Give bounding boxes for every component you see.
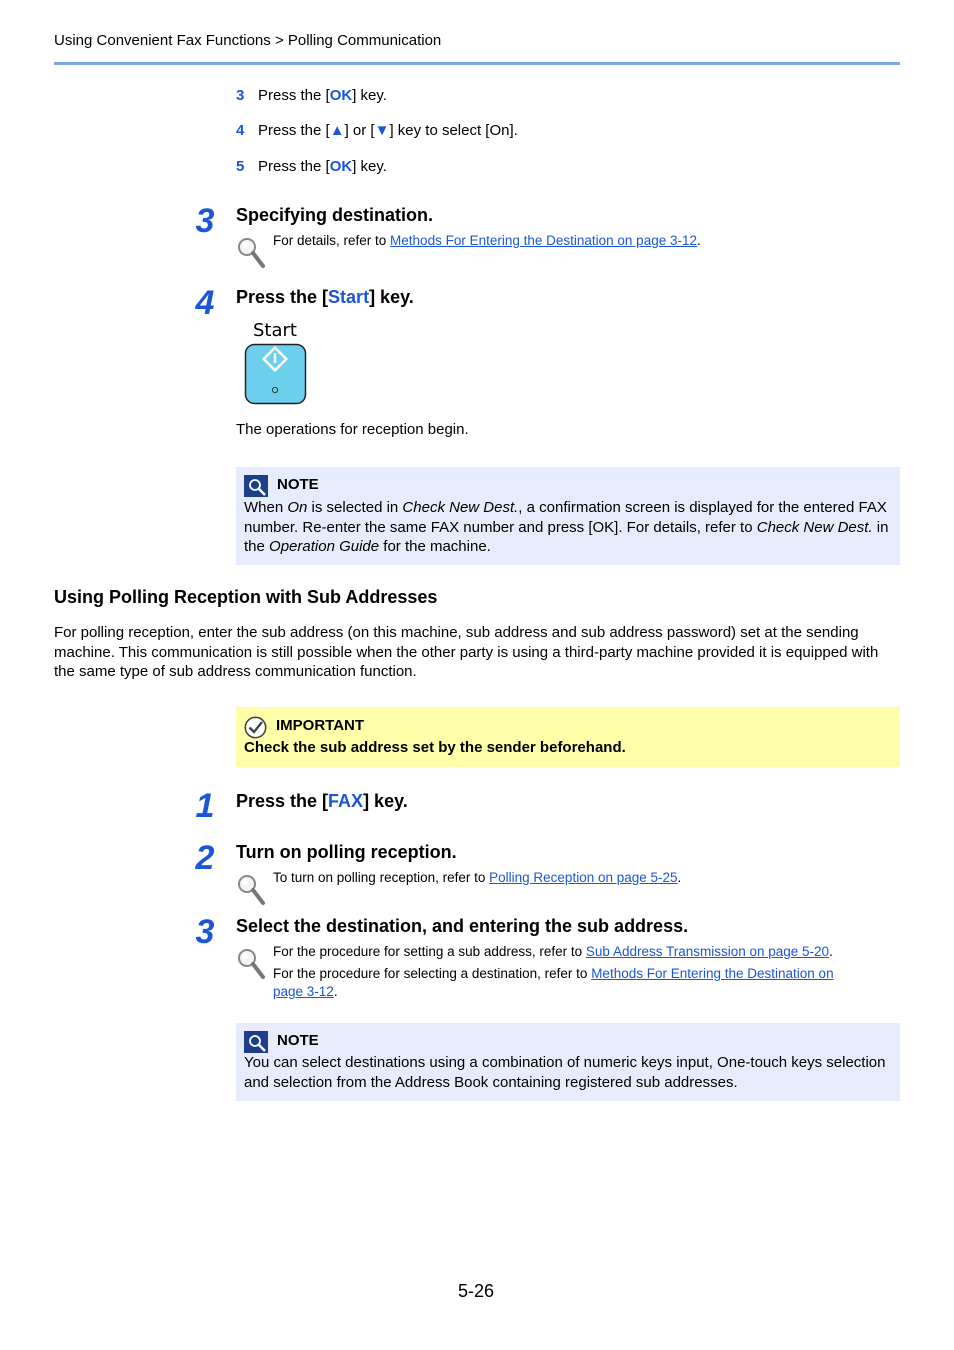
magnifier-icon xyxy=(236,236,266,270)
header-rule xyxy=(54,62,900,65)
reference-link[interactable]: page 3-12 xyxy=(273,984,334,999)
note-icon xyxy=(244,1031,268,1053)
up-arrow-icon: ▲ xyxy=(329,122,345,139)
note-label: NOTE xyxy=(277,1032,319,1049)
start-key-label: Start xyxy=(328,287,370,307)
reference-link[interactable]: Polling Reception on page 5-25 xyxy=(489,870,678,885)
important-box xyxy=(236,707,900,767)
reference-link[interactable]: Methods For Entering the Destination on xyxy=(591,966,834,981)
down-arrow-icon: ▼ xyxy=(374,122,390,139)
breadcrumb: Using Convenient Fax Functions > Polling Communication xyxy=(54,32,442,49)
checkmark-icon xyxy=(244,716,267,739)
step-number: 4 xyxy=(195,284,215,322)
start-key-caption: Start xyxy=(253,320,297,341)
substep-4: 4 Press the [▲] or [▼] key to select [On]. xyxy=(236,122,518,139)
substep-number: 3 xyxy=(236,87,245,104)
note-label: NOTE xyxy=(277,476,319,493)
step-number: 3 xyxy=(195,202,215,240)
section-title: Using Polling Reception with Sub Addresses xyxy=(54,587,438,607)
note-box xyxy=(236,467,900,565)
step-title: Select the destination, and entering the sub address. xyxy=(236,916,689,936)
fax-key-label: FAX xyxy=(328,791,364,811)
result-text: The operations for reception begin. xyxy=(236,421,469,438)
note-text: You can select destinations using a combination of numeric keys input, One-touch keys selection and selection from the Address Book containing registered sub addresses. xyxy=(244,1054,886,1091)
step-number: 1 xyxy=(195,787,215,825)
step-title: Press the [Start] key. xyxy=(236,287,414,307)
step-title: Specifying destination. xyxy=(236,205,434,225)
ok-key-label: OK xyxy=(329,158,353,175)
reference-text: For details, refer to Methods For Entering the Destination on page 3-12. xyxy=(273,233,701,248)
step-title: Press the [FAX] key. xyxy=(236,791,408,811)
important-label: IMPORTANT xyxy=(276,717,365,734)
reference-text: For the procedure for selecting a destination, refer to Methods For Entering the Destination on xyxy=(273,966,834,981)
reference-link[interactable]: Sub Address Transmission on page 5-20 xyxy=(585,944,830,959)
start-key-icon xyxy=(244,343,307,405)
reference-text: For the procedure for setting a sub address, refer to Sub Address Transmission on page 5-20. xyxy=(273,944,833,959)
substep-5: 5 Press the [OK] key. xyxy=(236,158,387,175)
magnifier-icon xyxy=(236,873,266,907)
note-box xyxy=(236,1023,900,1101)
reference-text: To turn on polling reception, refer to Polling Reception on page 5-25. xyxy=(273,870,682,885)
note-icon xyxy=(244,475,268,497)
important-text: Check the sub address set by the sender beforehand. xyxy=(244,739,626,756)
ok-key-label: OK xyxy=(329,87,353,104)
page-number: 5-26 xyxy=(458,1281,495,1301)
substep-number: 5 xyxy=(236,158,245,175)
magnifier-icon xyxy=(236,947,266,981)
step-number: 3 xyxy=(195,913,215,951)
reference-text: page 3-12. xyxy=(273,984,338,999)
substep-3: 3 Press the [OK] key. xyxy=(236,87,387,104)
reference-link[interactable]: Methods For Entering the Destination on page 3-12 xyxy=(390,233,697,248)
section-paragraph: For polling reception, enter the sub address (on this machine, sub address and sub address password) set at the sending machine. This communication is still possible when the other party is using a third-party machine provided it is equipped with the same type of sub address communication function. xyxy=(54,624,879,681)
step-title: Turn on polling reception. xyxy=(236,842,457,862)
substep-number: 4 xyxy=(236,122,245,139)
note-text: When On is selected in Check New Dest., a confirmation screen is displayed for the entered FAX number. Re-enter the same FAX number and press [OK]. For details, refer to Check New Dest. in the Operation Guide for the machine. xyxy=(244,499,889,556)
step-number: 2 xyxy=(195,839,215,877)
